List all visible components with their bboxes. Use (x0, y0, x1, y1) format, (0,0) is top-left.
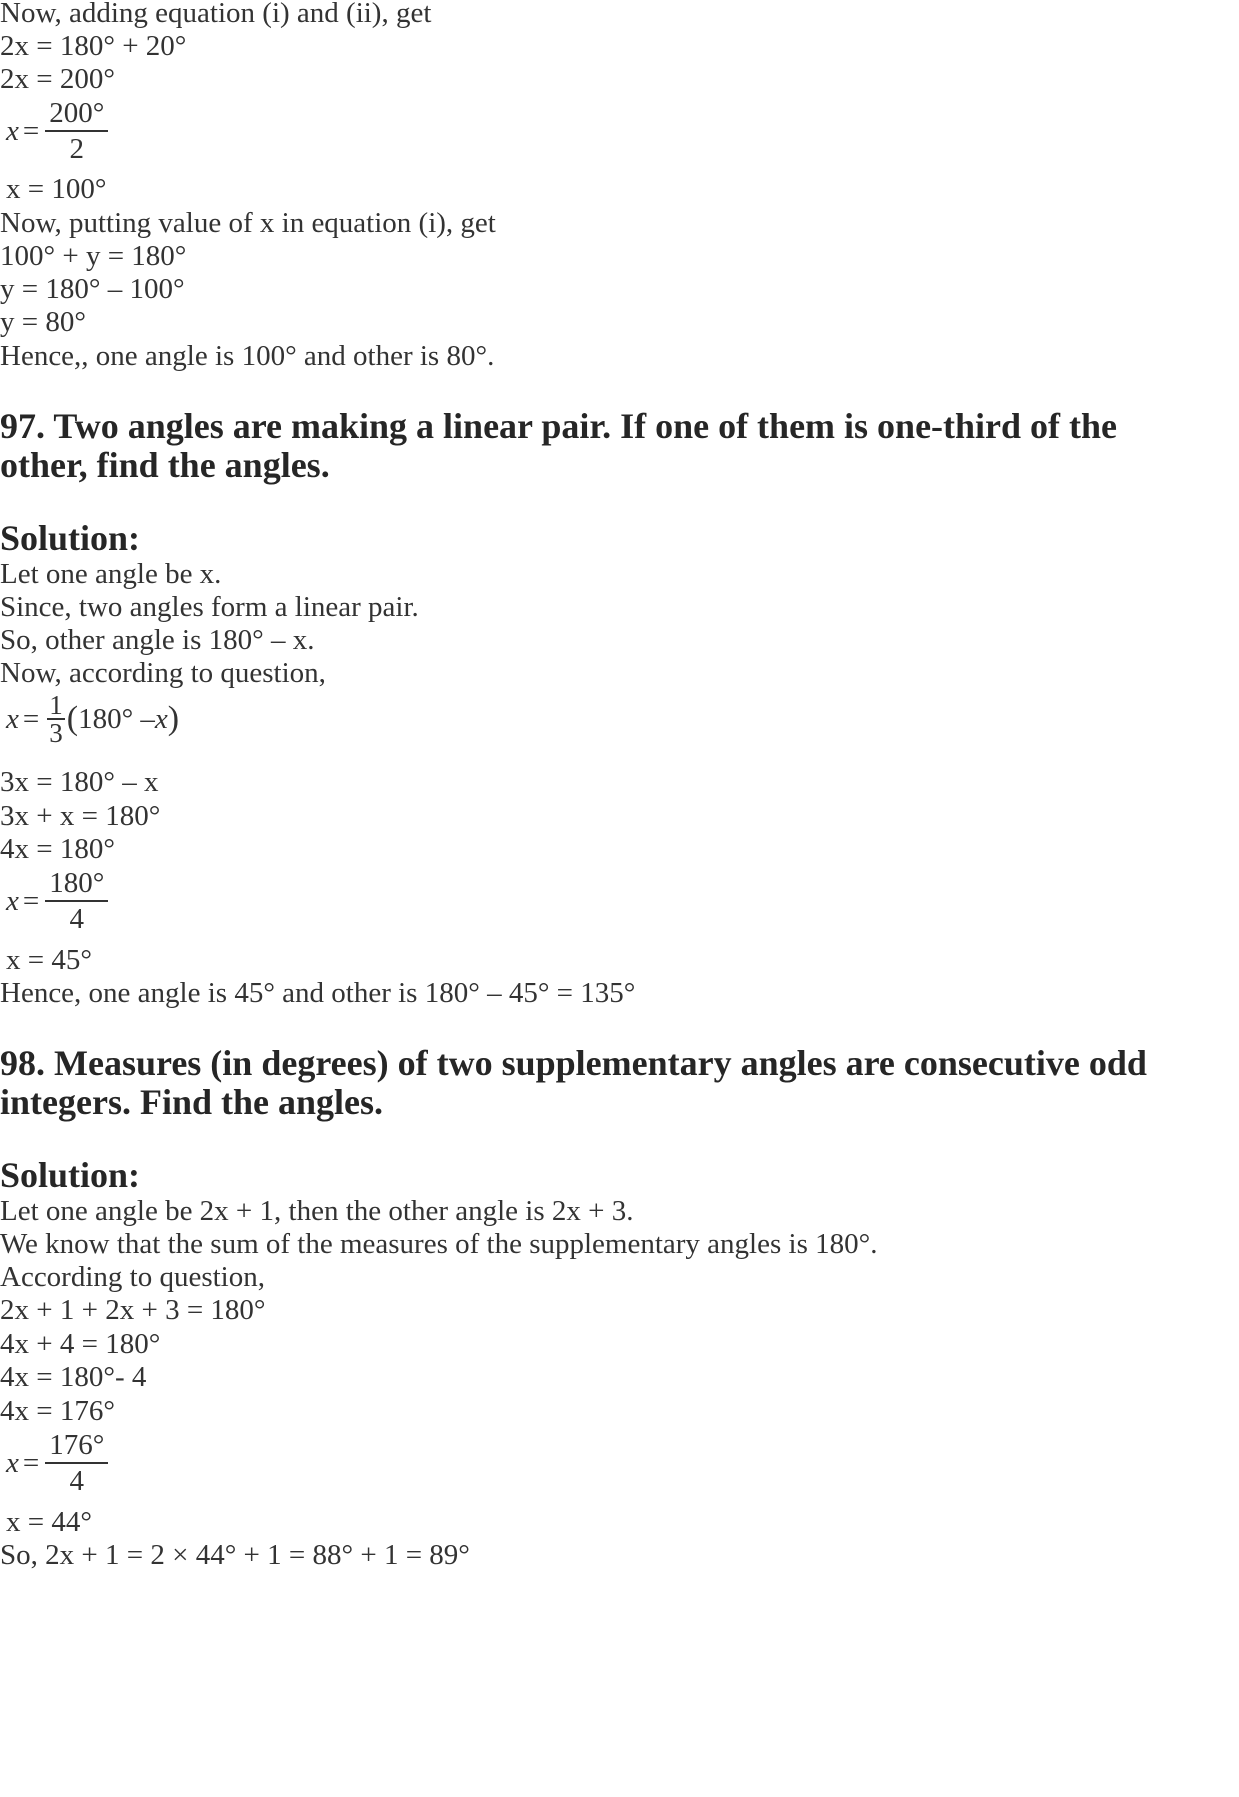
fraction (45, 866, 108, 936)
equals-sign: = (22, 702, 40, 735)
equation-line: y = 180° – 100° (0, 273, 185, 305)
equation-line: 2x + 1 + 2x + 3 = 180° (0, 1294, 266, 1326)
expression: 180° – (78, 702, 155, 735)
equation-line: 2x = 200° (0, 63, 115, 95)
conclusion-line: Hence, one angle is 45° and other is 180° – 45° = 135° (0, 977, 636, 1009)
text-line: Now, according to question, (0, 657, 326, 689)
fraction (45, 1428, 108, 1498)
fraction (45, 96, 108, 166)
text-line: Let one angle be x. (0, 558, 222, 590)
variable: x (6, 1446, 19, 1479)
fraction-equation (6, 1428, 108, 1498)
fraction-equation (6, 866, 108, 936)
equation-line: 4x = 180°- 4 (0, 1361, 147, 1393)
text-line: We know that the sum of the measures of the supplementary angles is 180°. (0, 1228, 878, 1260)
numerator: 180° (45, 866, 108, 902)
equation-result: x = 44° (6, 1506, 92, 1538)
equation-line: 4x = 176° (0, 1395, 115, 1427)
text-line: Now, putting value of x in equation (i), get (0, 207, 496, 239)
variable: x (6, 702, 19, 735)
fraction-equation (6, 96, 108, 166)
equation-line: 3x + x = 180° (0, 800, 161, 832)
denominator: 4 (69, 1465, 85, 1497)
text-line: Since, two angles form a linear pair. (0, 591, 419, 623)
denominator: 3 (49, 718, 63, 748)
equation-line: 2x = 180° + 20° (0, 30, 187, 62)
question-97-heading-cont: other, find the angles. (0, 445, 330, 485)
numerator: 176° (45, 1428, 108, 1464)
text-line: So, other angle is 180° – x. (0, 624, 315, 656)
equals-sign: = (22, 884, 40, 917)
equation-line: y = 80° (0, 306, 86, 338)
equation-line: 3x = 180° – x (0, 766, 159, 798)
equation-line: 100° + y = 180° (0, 240, 187, 272)
equation-result: x = 45° (6, 944, 92, 976)
question-98-heading: 98. Measures (in degrees) of two supplementary angles are consecutive odd (0, 1043, 1147, 1083)
variable: x (154, 702, 168, 735)
close-paren: ) (167, 700, 180, 737)
equation-result: x = 100° (6, 173, 107, 205)
question-98-heading-cont: integers. Find the angles. (0, 1082, 383, 1122)
equals-sign: = (22, 1446, 40, 1479)
numerator: 200° (45, 96, 108, 132)
solution-label: Solution: (0, 1155, 141, 1195)
variable: x (6, 114, 19, 147)
equation-line: So, 2x + 1 = 2 × 44° + 1 = 88° + 1 = 89° (0, 1539, 470, 1571)
conclusion-line: Hence,, one angle is 100° and other is 80°. (0, 340, 495, 372)
fraction (45, 692, 67, 746)
question-97-heading: 97. Two angles are making a linear pair. If one of them is one-third of the (0, 406, 1118, 446)
denominator: 4 (69, 903, 85, 935)
fraction-equation (6, 692, 179, 746)
open-paren: ( (66, 700, 79, 737)
equation-line: 4x = 180° (0, 833, 115, 865)
numerator: 1 (49, 690, 63, 720)
equation-line: 4x + 4 = 180° (0, 1328, 161, 1360)
text-line: Now, adding equation (i) and (ii), get (0, 0, 432, 29)
denominator: 2 (69, 133, 85, 165)
equals-sign: = (22, 114, 40, 147)
text-line: According to question, (0, 1261, 265, 1293)
text-line: Let one angle be 2x + 1, then the other angle is 2x + 3. (0, 1195, 634, 1227)
solution-label: Solution: (0, 518, 141, 558)
variable: x (6, 884, 19, 917)
